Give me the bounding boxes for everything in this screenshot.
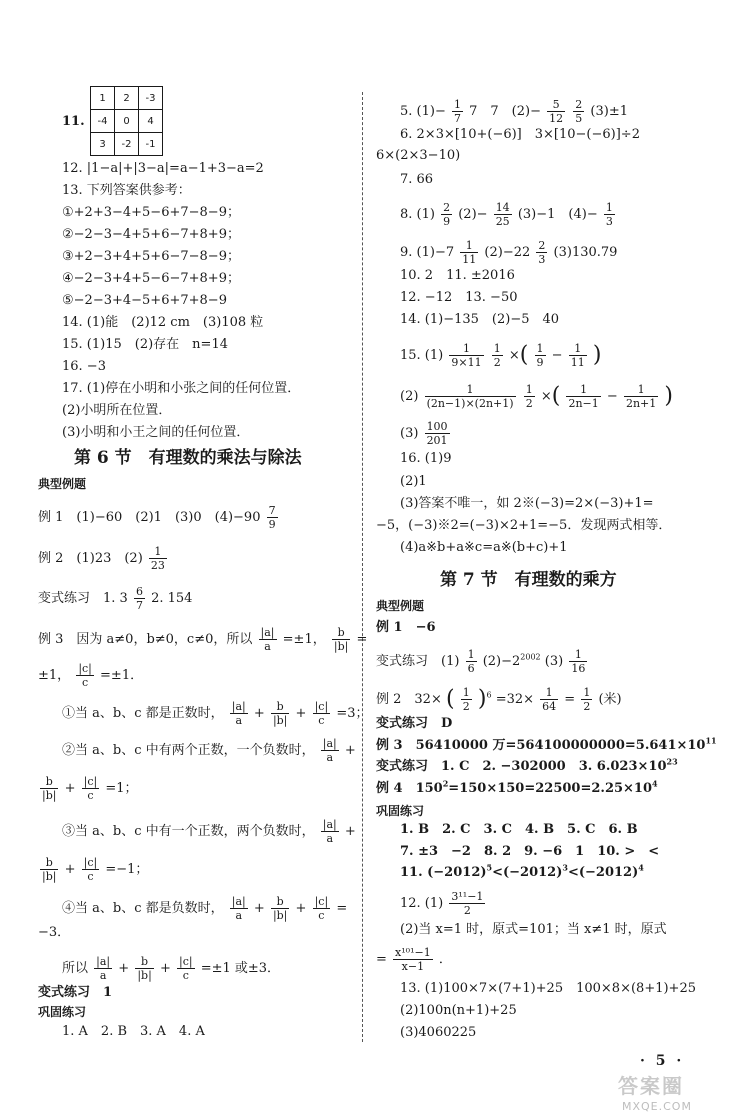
example-3-text: =±1．: [100, 668, 144, 683]
answer-text: 变式练习 1. C 2. −302000 3. 6.023×10: [376, 759, 667, 774]
r-q8: [400, 201, 617, 228]
plus-sign: +: [344, 743, 356, 758]
case-text: ④当 a、b、c 都是负数时，: [62, 901, 224, 916]
q15-answer: 15. (1)15 (2)存在 n=14: [62, 337, 228, 352]
answer-text: 5. (1)−: [400, 104, 446, 119]
exponent: 4: [638, 862, 644, 873]
fraction: $\frac{7}{9}$: [268, 504, 276, 531]
plus-sign: +: [295, 706, 307, 721]
r-q16-2: (2)1: [400, 474, 427, 489]
section-6-heading: 第 6 节 有理数的乘法与除法: [74, 448, 302, 468]
answer-text: (3): [400, 426, 419, 441]
conclusion: [62, 955, 280, 982]
r-q16-5: (4)a※b+a※c=a※(b+c)+1: [400, 540, 568, 555]
q12-answer: 12. |1−a|+|3−a|=a−1+3−a=2: [62, 161, 264, 176]
fraction: $\frac{|c|}{c}$: [83, 775, 98, 802]
consolidation-label: 巩固练习: [38, 1005, 87, 1019]
r-example-1: 例 1 −6: [376, 620, 436, 635]
answer-text: (3)130.79: [553, 245, 618, 260]
fraction: $\frac{b}{|b|}$: [42, 775, 57, 802]
case-text: ①当 a、b、c 都是正数时，: [62, 706, 224, 721]
grid-cell: -4: [91, 110, 115, 133]
case-1: [62, 700, 368, 727]
column-divider: [362, 92, 363, 1042]
r-q16-3: (3)答案不唯一，如 2※(−3)=2×(−3)+1=: [400, 496, 654, 511]
exponent: 11: [705, 735, 717, 746]
fraction: $\frac{1}{16}$: [571, 648, 586, 675]
plus-sign: +: [64, 781, 76, 796]
exponent: 6: [486, 690, 492, 700]
r-q12-13: 12. −12 13. −50: [400, 290, 518, 305]
answer-text: =: [564, 692, 576, 707]
fraction: $\frac{1}{2}$: [583, 686, 591, 713]
fraction: $\frac{1}{11}$: [462, 239, 477, 266]
r-q7: 7. 66: [400, 172, 434, 187]
r-q16-4: −5，(−3)※2=(−3)×2+1=−5．发现两式相等．: [376, 518, 672, 533]
variant-text: 变式练习 1. 3: [38, 591, 128, 606]
exponent: 3: [562, 862, 568, 873]
fraction: $\frac{b}{|b|}$: [272, 895, 288, 922]
case-2-line-1: [62, 737, 356, 764]
answer-text: 11. (−2012): [400, 865, 487, 880]
r-q9: [400, 239, 617, 266]
fraction: $\frac{|c|}{c}$: [78, 662, 92, 689]
r-q10-11: 10. 2 11. ±2016: [400, 268, 515, 283]
fraction: $\frac{2}{3}$: [538, 239, 546, 266]
answer-text: (3): [544, 654, 564, 669]
answer-text: 8. (1): [400, 207, 435, 222]
fraction: $\frac{100}{201}$: [426, 420, 448, 447]
answer-text: =32×: [495, 692, 535, 707]
r-q14: 14. (1)−135 (2)−5 40: [400, 312, 560, 327]
q17-part-3: (3)小明和小王之间的任何位置．: [62, 425, 250, 440]
fraction: $\frac{6}{7}$: [135, 585, 143, 612]
r-consol-7: 7. ±3 −2 8. 2 9. −6 1 10. > <: [400, 844, 660, 859]
answer-text: 15. (1): [400, 348, 444, 363]
r-example-2: 例 2 32× ( $\frac{1}{2}$ )$^6$ =32× $\frac{1}{64}$ = $\frac{1}{2}$ (米): [376, 686, 622, 713]
magic-square-grid: [90, 86, 163, 156]
fraction: $\frac{1}{2n+1}$: [625, 383, 657, 410]
conclusion-text: =±1 或±3．: [200, 961, 281, 976]
grid-cell: 1: [91, 87, 115, 110]
fraction: $\frac{1}{2n-1}$: [568, 383, 599, 410]
example-1: [38, 504, 280, 531]
fraction: $\frac{\text{3¹¹−1}}{2}$: [451, 890, 484, 917]
r-variant-1: [376, 648, 589, 675]
exponent: 5: [486, 862, 493, 873]
q13-option-4: ④−2−3+4+5−6−7+8+9；: [62, 271, 240, 286]
q16-answer: 16. −3: [62, 359, 106, 374]
r-variant-3: [376, 756, 678, 775]
q17-part-1: 17. (1)停在小明和小张之间的任何位置．: [62, 381, 301, 396]
r-consol-13-1: 13. (1)100×7×(7+1)+25 100×8×(8+1)+25: [400, 981, 696, 996]
r-example-3: [376, 735, 717, 754]
case-text: =3；: [336, 706, 369, 721]
page-number: · 5 ·: [640, 1053, 685, 1069]
fraction: $\frac{|c|}{c}$: [314, 895, 329, 922]
consolidation-label-2: 巩固练习: [376, 804, 425, 818]
fraction: $\frac{1}{9\times 11}$: [451, 342, 482, 369]
answer-text: <(−2012): [567, 865, 639, 880]
answer-text: 变式练习 (1): [376, 654, 460, 669]
r-q15-1: 15. (1) $\frac{1}{9\times 11}$ $\frac{1}{2}$ ×( $\frac{1}{9}$ − $\frac{1}{11}$ ): [400, 342, 602, 369]
r-q5: [400, 98, 628, 125]
r-consol-1: 1. B 2. C 3. C 4. B 5. C 6. B: [400, 822, 638, 837]
answer-text: (2): [400, 389, 419, 404]
q11-label: 11.: [62, 114, 85, 129]
fraction: $\frac{|c|}{c}$: [178, 955, 193, 982]
fraction: $\frac{1}{64}$: [542, 686, 557, 713]
plus-sign: +: [253, 706, 265, 721]
plus-sign: +: [159, 961, 171, 976]
variant-text: 2. 154: [151, 591, 193, 606]
answer-text: ．: [438, 952, 452, 967]
plus-sign: +: [295, 901, 307, 916]
case-3-line-2: [38, 856, 148, 883]
r-q6-line-1: 6. 2×3×[10+(−6)] 3×[10−(−6)]÷2: [400, 127, 640, 142]
fraction: $\frac{\text{x¹⁰¹−1}}{x-1}$: [395, 946, 431, 973]
q17-part-2: (2)小明所在位置．: [62, 403, 172, 418]
answer-text: <(−2012): [492, 865, 563, 880]
case-text: ③当 a、b、c 中有一个正数，两个负数时，: [62, 824, 315, 839]
q13-option-2: ②−2−3−4+5+6−7+8+9；: [62, 227, 240, 242]
fraction: $\frac{1}{6}$: [467, 648, 475, 675]
exponent: 2002: [520, 652, 541, 662]
grid-cell: 4: [139, 110, 163, 133]
example-1-text: 例 1 (1)−60 (2)1 (3)0 (4)−90: [38, 510, 261, 525]
fraction: $\frac{5}{12}$: [549, 98, 564, 125]
r-example-4: [376, 778, 658, 797]
case-4-line-2: −3．: [38, 925, 71, 940]
r-consol-12-2: (2)当 x=1 时，原式=101；当 x≠1 时，原式: [400, 922, 667, 937]
case-4-line-1: ④当 a、b、c 都是负数时， $\frac{|a|}{a}$ + $\frac{b}{|b|}$ + $\frac{|c|}{c}$ =: [62, 895, 348, 922]
watermark-url: MXQE.COM: [622, 1100, 692, 1113]
variant-practice-1: [38, 585, 192, 612]
grid-cell: 0: [115, 110, 139, 133]
r-consol-12-1: [400, 890, 487, 917]
r-q15-2: (2) $\frac{1}{(2n-1)\times(2n+1)}$ $\frac{1}{2}$ ×( $\frac{1}{2n-1}$ − $\frac{1}{2n+1}$ ): [400, 383, 674, 410]
r-consol-11: [400, 862, 644, 881]
answer-text: (3)±1: [590, 104, 628, 119]
answer-text: 12. (1): [400, 896, 444, 911]
q14-answer: 14. (1)能 (2)12 cm (3)108 粒: [62, 315, 264, 330]
fraction: $\frac{1}{11}$: [570, 342, 585, 369]
fraction: $\frac{14}{25}$: [495, 201, 510, 228]
example-3-text: 例 3 因为 a≠0，b≠0，c≠0，所以: [38, 632, 253, 647]
example-3-text: =±1，: [282, 632, 326, 647]
case-text: ②当 a、b、c 中有两个正数，一个负数时，: [62, 743, 315, 758]
fraction: $\frac{1}{3}$: [605, 201, 613, 228]
exponent: 4: [652, 778, 658, 789]
grid-cell: -3: [139, 87, 163, 110]
typical-examples-label: 典型例题: [38, 477, 87, 491]
example-3-text: ±1，: [38, 668, 71, 683]
grid-cell: -2: [115, 133, 139, 156]
fraction: $\frac{b}{|b|}$: [333, 626, 349, 653]
r-q16-1: 16. (1)9: [400, 451, 452, 466]
plus-sign: +: [253, 901, 265, 916]
fraction: $\frac{1}{9}$: [536, 342, 544, 369]
fraction: $\frac{1}{23}$: [150, 545, 165, 572]
grid-cell: 2: [115, 87, 139, 110]
fraction: $\frac{|c|}{c}$: [83, 856, 98, 883]
fraction: $\frac{1}{7}$: [453, 98, 461, 125]
fraction: $\frac{|a|}{a}$: [96, 955, 111, 982]
fraction: $\frac{2}{9}$: [443, 201, 451, 228]
answer-text: (2)−22: [484, 245, 531, 260]
q13-intro: 13. 下列答案供参考：: [62, 183, 191, 198]
q13-option-3: ③+2−3+4+5+6−7−8−9；: [62, 249, 240, 264]
example-3-text: =: [356, 632, 368, 647]
fraction: $\frac{2}{5}$: [575, 98, 583, 125]
fraction: $\frac{|a|}{a}$: [322, 737, 337, 764]
answer-text: 例 4 150: [376, 781, 443, 796]
q13-option-5: ⑤−2−3+4−5+6+7+8−9: [62, 293, 227, 308]
answer-text: =: [376, 952, 387, 967]
fraction: $\frac{b}{|b|}$: [272, 700, 288, 727]
conclusion-text: 所以: [62, 961, 89, 976]
plus-sign: +: [64, 862, 76, 877]
fraction: $\frac{1}{2}$: [462, 686, 470, 713]
r-q6-line-2: 6×(2×3−10): [376, 148, 461, 163]
answer-text: (2)−: [458, 207, 488, 222]
fraction: $\frac{1}{2}$: [493, 342, 501, 369]
r-q15-3: [400, 420, 452, 447]
r-consol-13-3: (3)4060225: [400, 1025, 477, 1040]
case-text: =−1；: [105, 862, 149, 877]
fraction: $\frac{|a|}{a}$: [260, 626, 275, 653]
fraction: $\frac{|a|}{a}$: [231, 895, 246, 922]
example-3-line-1: [38, 626, 367, 653]
case-2-line-2: [38, 775, 138, 802]
example-2: [38, 545, 169, 572]
case-3-line-1: [62, 818, 356, 845]
r-variant-2: 变式练习 D: [376, 716, 453, 731]
answer-text: (2)−2: [482, 654, 521, 669]
r-consol-13-2: (2)100n(n+1)+25: [400, 1003, 517, 1018]
answer-text: =150×150=22500=2.25×10: [448, 781, 653, 796]
answer-text: (米): [598, 692, 622, 707]
consolidation-answers: 1. A 2. B 3. A 4. A: [62, 1024, 205, 1039]
watermark-logo: 答案圈: [618, 1074, 684, 1098]
answer-text: 例 2 32×: [376, 692, 442, 707]
grid-cell: 3: [91, 133, 115, 156]
fraction: $\frac{|c|}{c}$: [314, 700, 329, 727]
q13-option-1: ①+2+3−4+5−6+7−8−9；: [62, 205, 240, 220]
answer-text: 例 3 56410000 万=564100000000=5.641×10: [376, 738, 706, 753]
case-text: =1；: [105, 781, 138, 796]
fraction: $\frac{|a|}{a}$: [231, 700, 246, 727]
exponent: 23: [666, 756, 678, 767]
exponent: 2: [442, 778, 449, 789]
r-consol-12-3: [376, 946, 452, 973]
variant-practice-2: 变式练习 1: [38, 985, 113, 1000]
section-7-heading: 第 7 节 有理数的乘方: [440, 570, 617, 590]
fraction: $\frac{b}{|b|}$: [42, 856, 57, 883]
fraction: $\frac{|a|}{a}$: [322, 818, 337, 845]
grid-cell: -1: [139, 133, 163, 156]
answer-text: 9. (1)−7: [400, 245, 455, 260]
answer-text: 7 7 (2)−: [469, 104, 541, 119]
fraction: $\frac{1}{2}$: [525, 383, 533, 410]
example-3-line-2: [38, 662, 143, 689]
fraction: $\frac{1}{(2n-1)\times(2n+1)}$: [426, 383, 514, 410]
example-2-text: 例 2 (1)23 (2): [38, 551, 143, 566]
plus-sign: +: [118, 961, 130, 976]
fraction: $\frac{b}{|b|}$: [137, 955, 152, 982]
typical-examples-label-2: 典型例题: [376, 599, 425, 613]
answer-text: (3)−1 (4)−: [517, 207, 598, 222]
plus-sign: +: [344, 824, 356, 839]
